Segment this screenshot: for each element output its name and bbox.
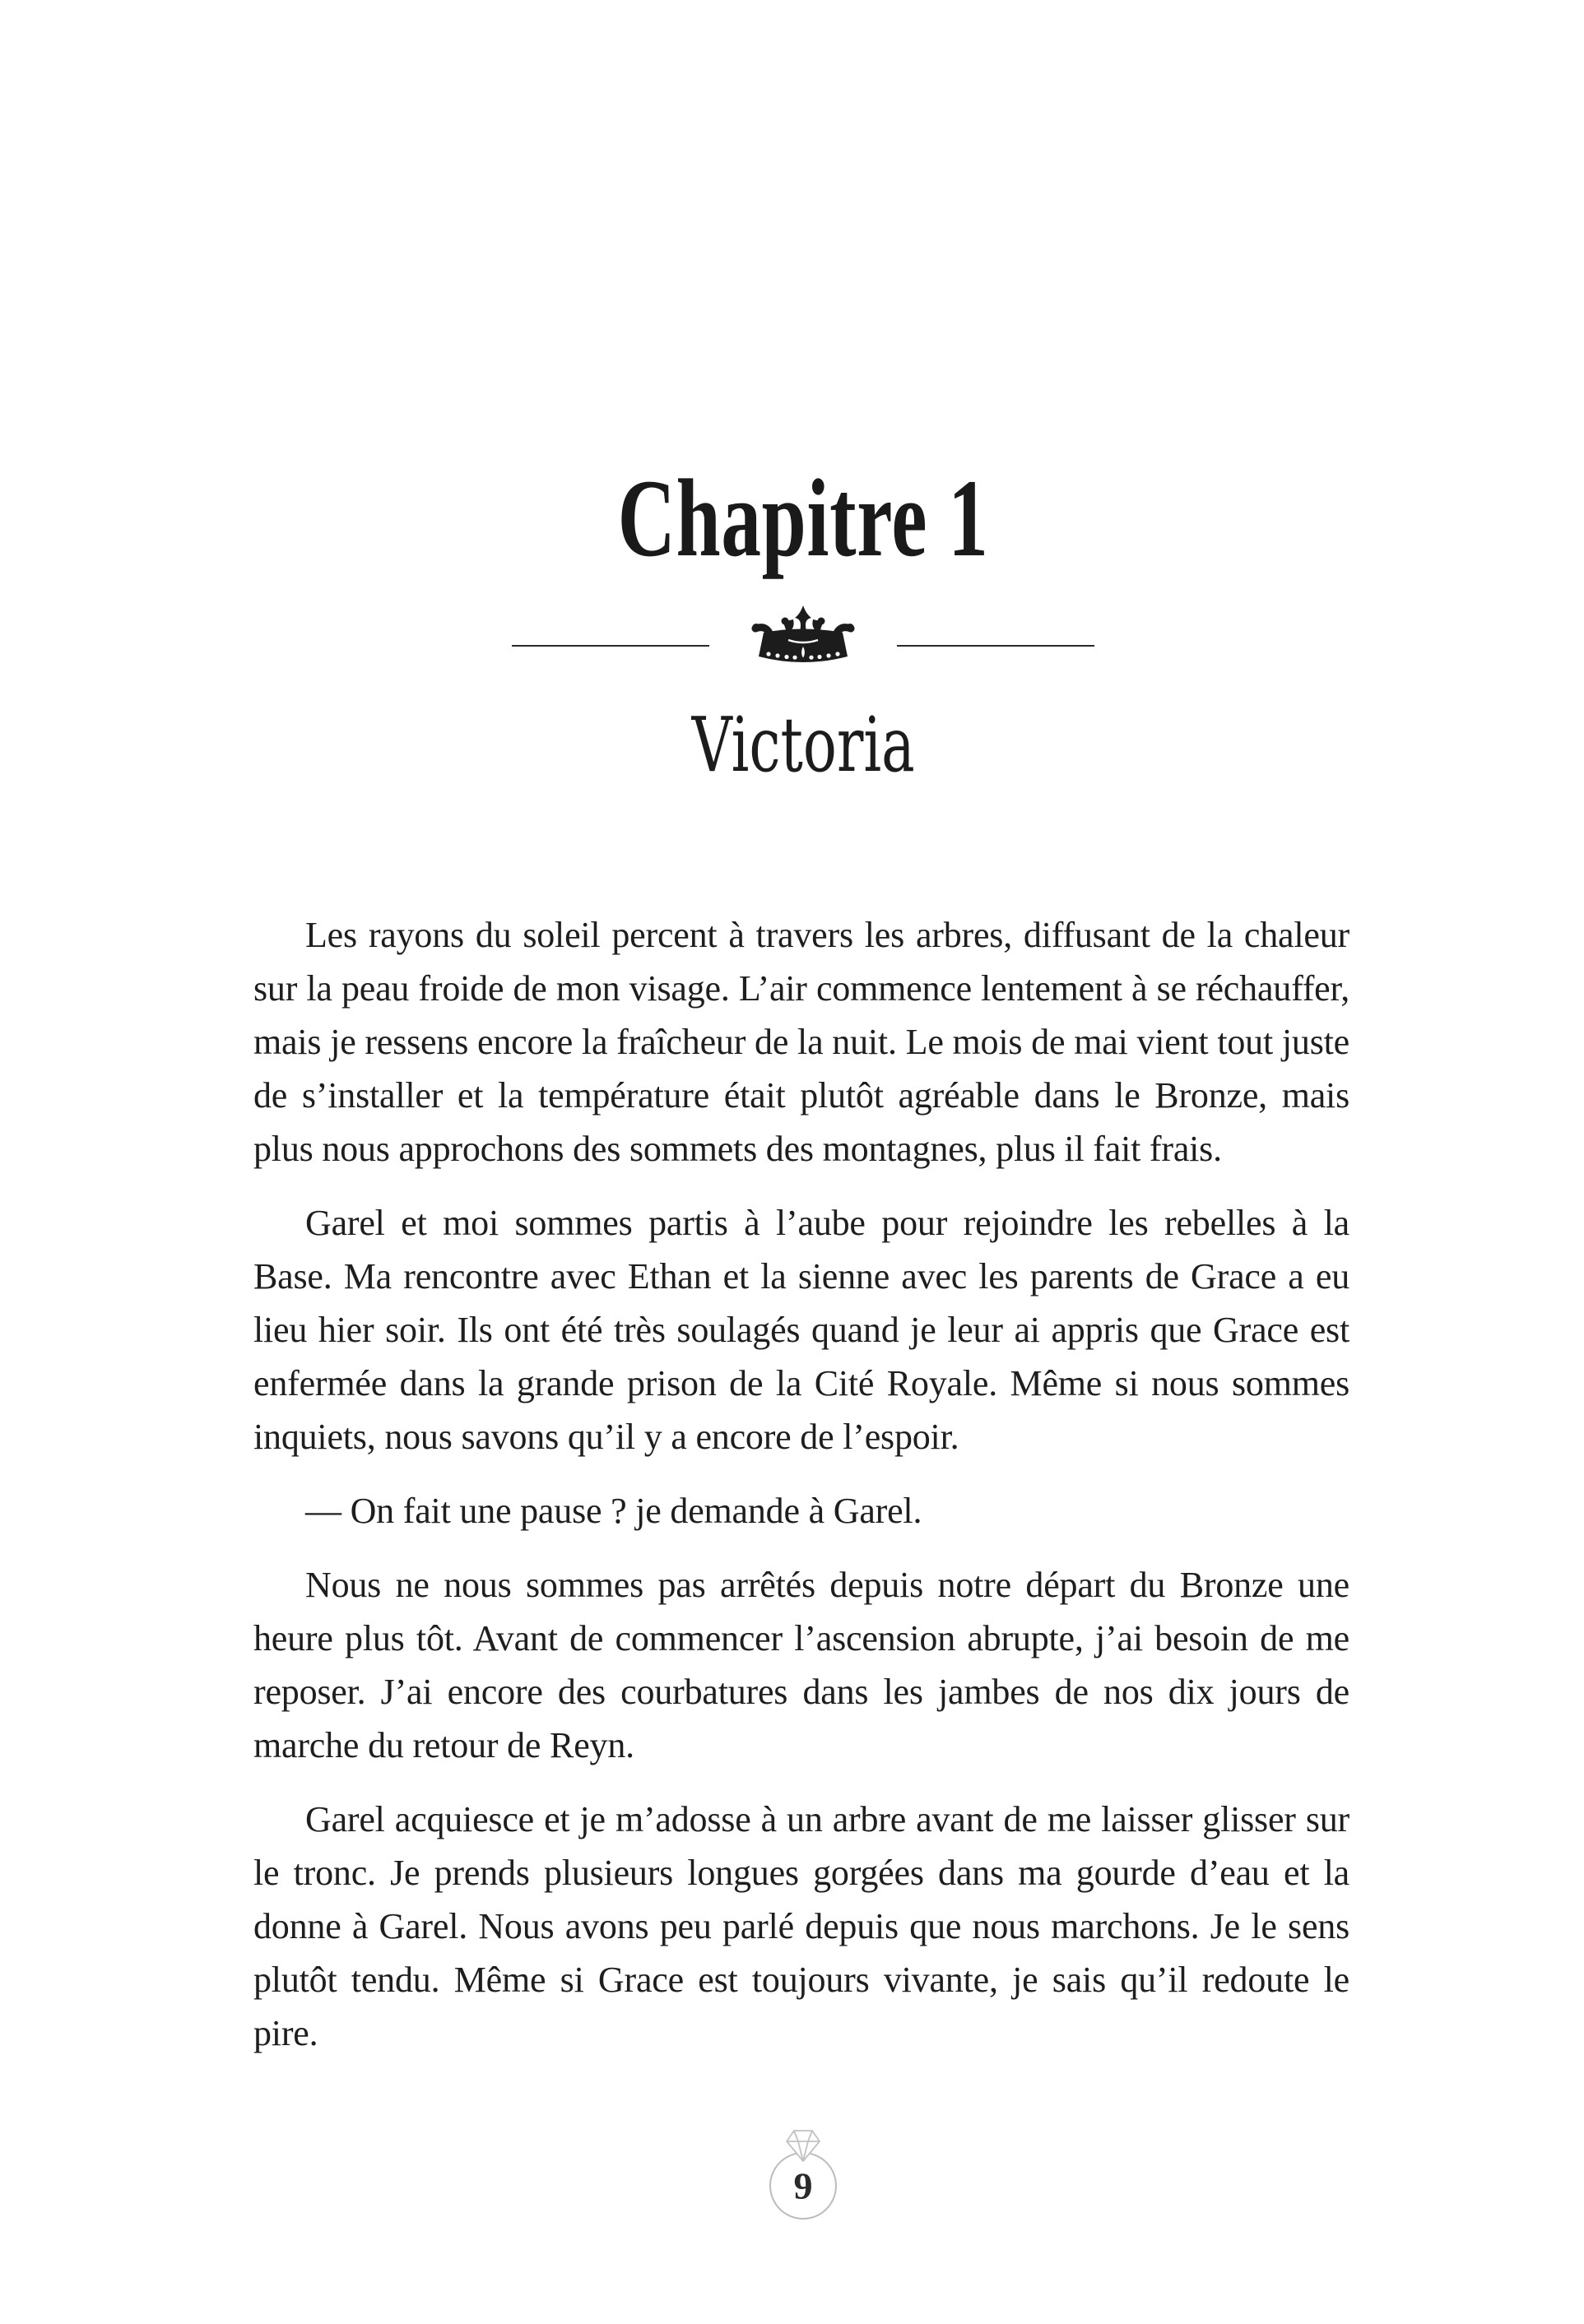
divider-line-left: [512, 645, 709, 647]
chapter-title-text: Chapitre 1: [617, 457, 989, 580]
divider-line-right: [897, 645, 1094, 647]
chapter-title: [253, 457, 1353, 580]
crown-icon: [749, 605, 857, 673]
dialogue-line: — On fait une pause ? je demande à Garel.: [305, 1491, 922, 1531]
body-paragraph-4: Garel acquiesce et je m’adosse à un arbre avant de me laisser glisser sur le tronc. Je prends plusieurs longues gorgées dans ma gourde d’eau et la donne à Garel. Nous avons peu parlé depuis que nous marchons. Je le sens plutôt tendu. Même si Grace est toujours vivante, je sais qu’il redoute le pire.: [253, 1799, 1349, 2053]
footer-ornament: [253, 2128, 1353, 2220]
chapter-body: [253, 908, 1349, 2080]
body-paragraph-3: Nous ne nous sommes pas arrêtés depuis notre départ du Bronze une heure plus tôt. Avant de commencer l’ascension abrupte, j’ai besoin de me reposer. J’ai encore des courbatures dans les jambes de nos dix jours de marche du retour de Reyn.: [253, 1565, 1349, 1765]
pov-character-title-text: Victoria: [691, 701, 915, 789]
pov-character-title: [253, 701, 1353, 789]
body-paragraph-2: Garel et moi sommes partis à l’aube pour rejoindre les rebelles à la Base. Ma rencontre avec Ethan et la sienne avec les parents de Grace a eu lieu hier soir. Ils ont été très soulagés quand je leur ai appris que Grace est enfermée dans la grande prison de la Cité Royale. Même si nous sommes inquiets, nous savons qu’il y a encore de l’espoir.: [253, 1203, 1349, 1457]
page-number-ring: [764, 2128, 843, 2220]
page-number: 9: [793, 2164, 813, 2207]
body-paragraph-1: Les rayons du soleil percent à travers les arbres, diffusant de la chaleur sur la peau froide de mon visage. L’air commence lentement à se réchauffer, mais je ressens encore la fraîcheur de la nuit. Le mois de mai vient tout juste de s’installer et la température était plutôt agréable dans le Bronze, mais plus nous approchons des sommets des montagnes, plus il fait frais.: [253, 915, 1349, 1169]
chapter-ornament: [253, 605, 1353, 673]
